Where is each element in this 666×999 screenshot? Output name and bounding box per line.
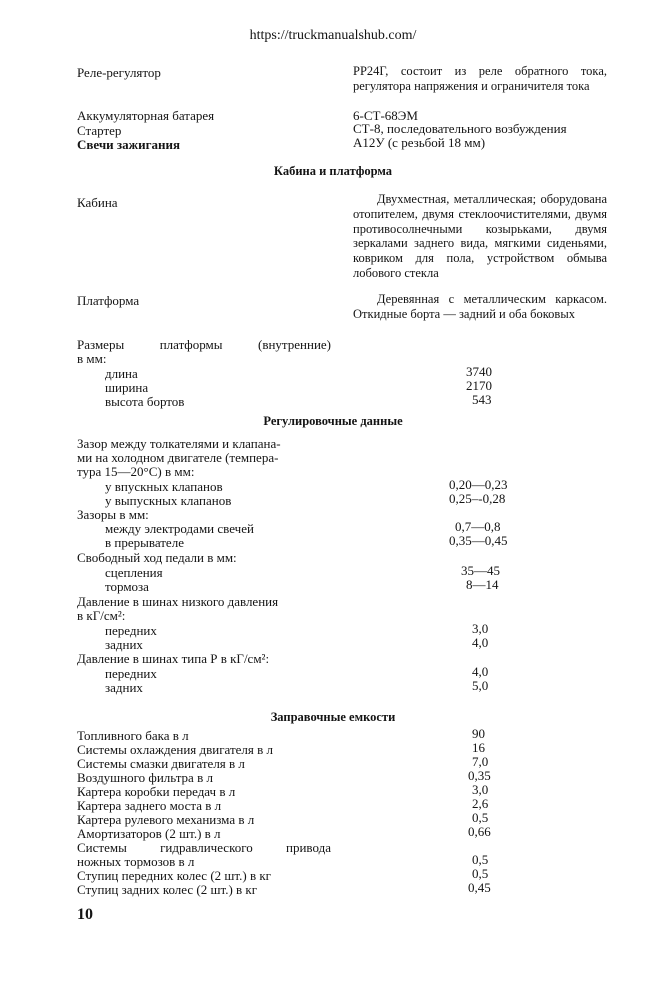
p-rear-value: 5,0 [472, 678, 489, 693]
capacity-row: Амортизаторов (2 шт.) в л [77, 826, 221, 841]
cabin-platform-heading: Кабина и платформа [273, 164, 393, 178]
cabin-label: Кабина [77, 195, 118, 210]
capacity-value: 0,35 [468, 768, 491, 783]
width-label: ширина [105, 380, 149, 395]
platform-description-text: Деревянная с металлическим каркасом. Откидные борта — задний и оба боковых [353, 292, 607, 321]
capacity-row: Воздушного фильтра в л [77, 770, 213, 785]
brake-value: 8—14 [466, 577, 499, 592]
plugs-value: А12У (с резьбой 18 мм) [353, 135, 486, 150]
capacity-value: 3,0 [472, 782, 489, 797]
hydraulic-value: 0,5 [472, 852, 489, 867]
pedal-label: Свободный ход педали в мм: [77, 550, 237, 565]
capacity-row: Картера коробки передач в л [77, 784, 236, 799]
starter-value: СТ-8, последовательного возбуждения [353, 121, 567, 136]
plugs-label: Свечи зажигания [77, 137, 180, 152]
platform-dims-line1: Размеры платформы (внутренние) [77, 337, 331, 352]
p-type-label: Давление в шинах типа Р в кГ/см²: [77, 651, 270, 666]
platform-description [353, 292, 607, 322]
length-value: 3740 [466, 364, 492, 379]
battery-label: Аккумуляторная батарея [77, 108, 215, 123]
capacity-row: Картера рулевого механизма в л [77, 812, 255, 827]
gaps-label: Зазоры в мм: [77, 507, 149, 522]
capacity-value: 7,0 [472, 754, 489, 769]
p-front-value: 4,0 [472, 664, 489, 679]
regulator-value: РР24Г, состоит из реле обратного тока, регулятора напряжения и ограничителя тока [353, 64, 607, 93]
brake-label: тормоза [105, 579, 149, 594]
capacity-heading: Заправочные емкости [270, 710, 396, 724]
cabin-description-text: Двухместная, металлическая; оборудована отопителем, двумя стеклоочистителями, двумя противосолнечными козырьками, двумя зеркалами заднего вида, мягкими сиденьями, ковриком для пола, устройством обмыва лобового стекла [353, 192, 607, 280]
breaker-value: 0,35—0,45 [449, 533, 508, 548]
source-url: https://truckmanualshub.com/ [249, 28, 417, 43]
low-pressure-line1: Давление в шинах низкого давления [77, 594, 279, 609]
capacity-row: Системы смазки двигателя в л [77, 756, 245, 771]
platform-dims-line2: в мм: [77, 351, 107, 366]
height-label: высота бортов [105, 394, 185, 409]
cabin-description [353, 192, 607, 281]
front-hubs-label: Ступиц передних колес (2 шт.) в кг [77, 868, 271, 883]
length-label: длина [105, 366, 138, 381]
intake-label: у впускных клапанов [105, 479, 223, 494]
capacity-value: 2,6 [472, 796, 489, 811]
width-value: 2170 [466, 378, 492, 393]
exhaust-value: 0,25–-0,28 [449, 491, 506, 506]
capacity-row: Картера заднего моста в л [77, 798, 222, 813]
adjust-heading: Регулировочные данные [263, 414, 403, 428]
electrode-label: между электродами свечей [105, 521, 254, 536]
lp-front-label: передних [105, 623, 157, 638]
capacity-value: 0,5 [472, 810, 489, 825]
page-number: 10 [77, 906, 93, 923]
gap-line1: Зазор между толкателями и клапана- [77, 436, 281, 451]
starter-label: Стартер [77, 123, 122, 138]
capacity-value: 0,66 [468, 824, 491, 839]
hydraulic-line1: Системы гидравлического привода [77, 840, 331, 855]
height-value: 543 [472, 392, 492, 407]
capacity-value: 90 [472, 726, 485, 741]
low-pressure-line2: в кГ/см²: [77, 608, 126, 623]
clutch-label: сцепления [105, 565, 163, 580]
capacity-row: Топливного бака в л [77, 728, 189, 743]
exhaust-label: у выпускных клапанов [105, 493, 232, 508]
battery-value: 6-СТ-68ЭМ [353, 108, 418, 123]
regulator-label: Реле-регулятор [77, 65, 161, 80]
front-hubs-value: 0,5 [472, 866, 489, 881]
hydraulic-line2: ножных тормозов в л [77, 854, 195, 869]
gap-line3: тура 15—20°С) в мм: [77, 464, 195, 479]
electrode-value: 0,7—0,8 [455, 519, 501, 534]
lp-rear-label: задних [105, 637, 143, 652]
p-front-label: передних [105, 666, 157, 681]
capacity-value: 16 [472, 740, 485, 755]
rear-hubs-value: 0,45 [468, 880, 491, 895]
lp-front-value: 3,0 [472, 621, 489, 636]
intake-value: 0,20—0,23 [449, 477, 508, 492]
lp-rear-value: 4,0 [472, 635, 489, 650]
breaker-label: в прерывателе [105, 535, 184, 550]
gap-line2: ми на холодном двигателе (темпера- [77, 450, 279, 465]
clutch-value: 35—45 [461, 563, 500, 578]
platform-label: Платформа [77, 293, 140, 308]
p-rear-label: задних [105, 680, 143, 695]
capacity-row: Системы охлаждения двигателя в л [77, 742, 274, 757]
rear-hubs-label: Ступиц задних колес (2 шт.) в кг [77, 882, 258, 897]
